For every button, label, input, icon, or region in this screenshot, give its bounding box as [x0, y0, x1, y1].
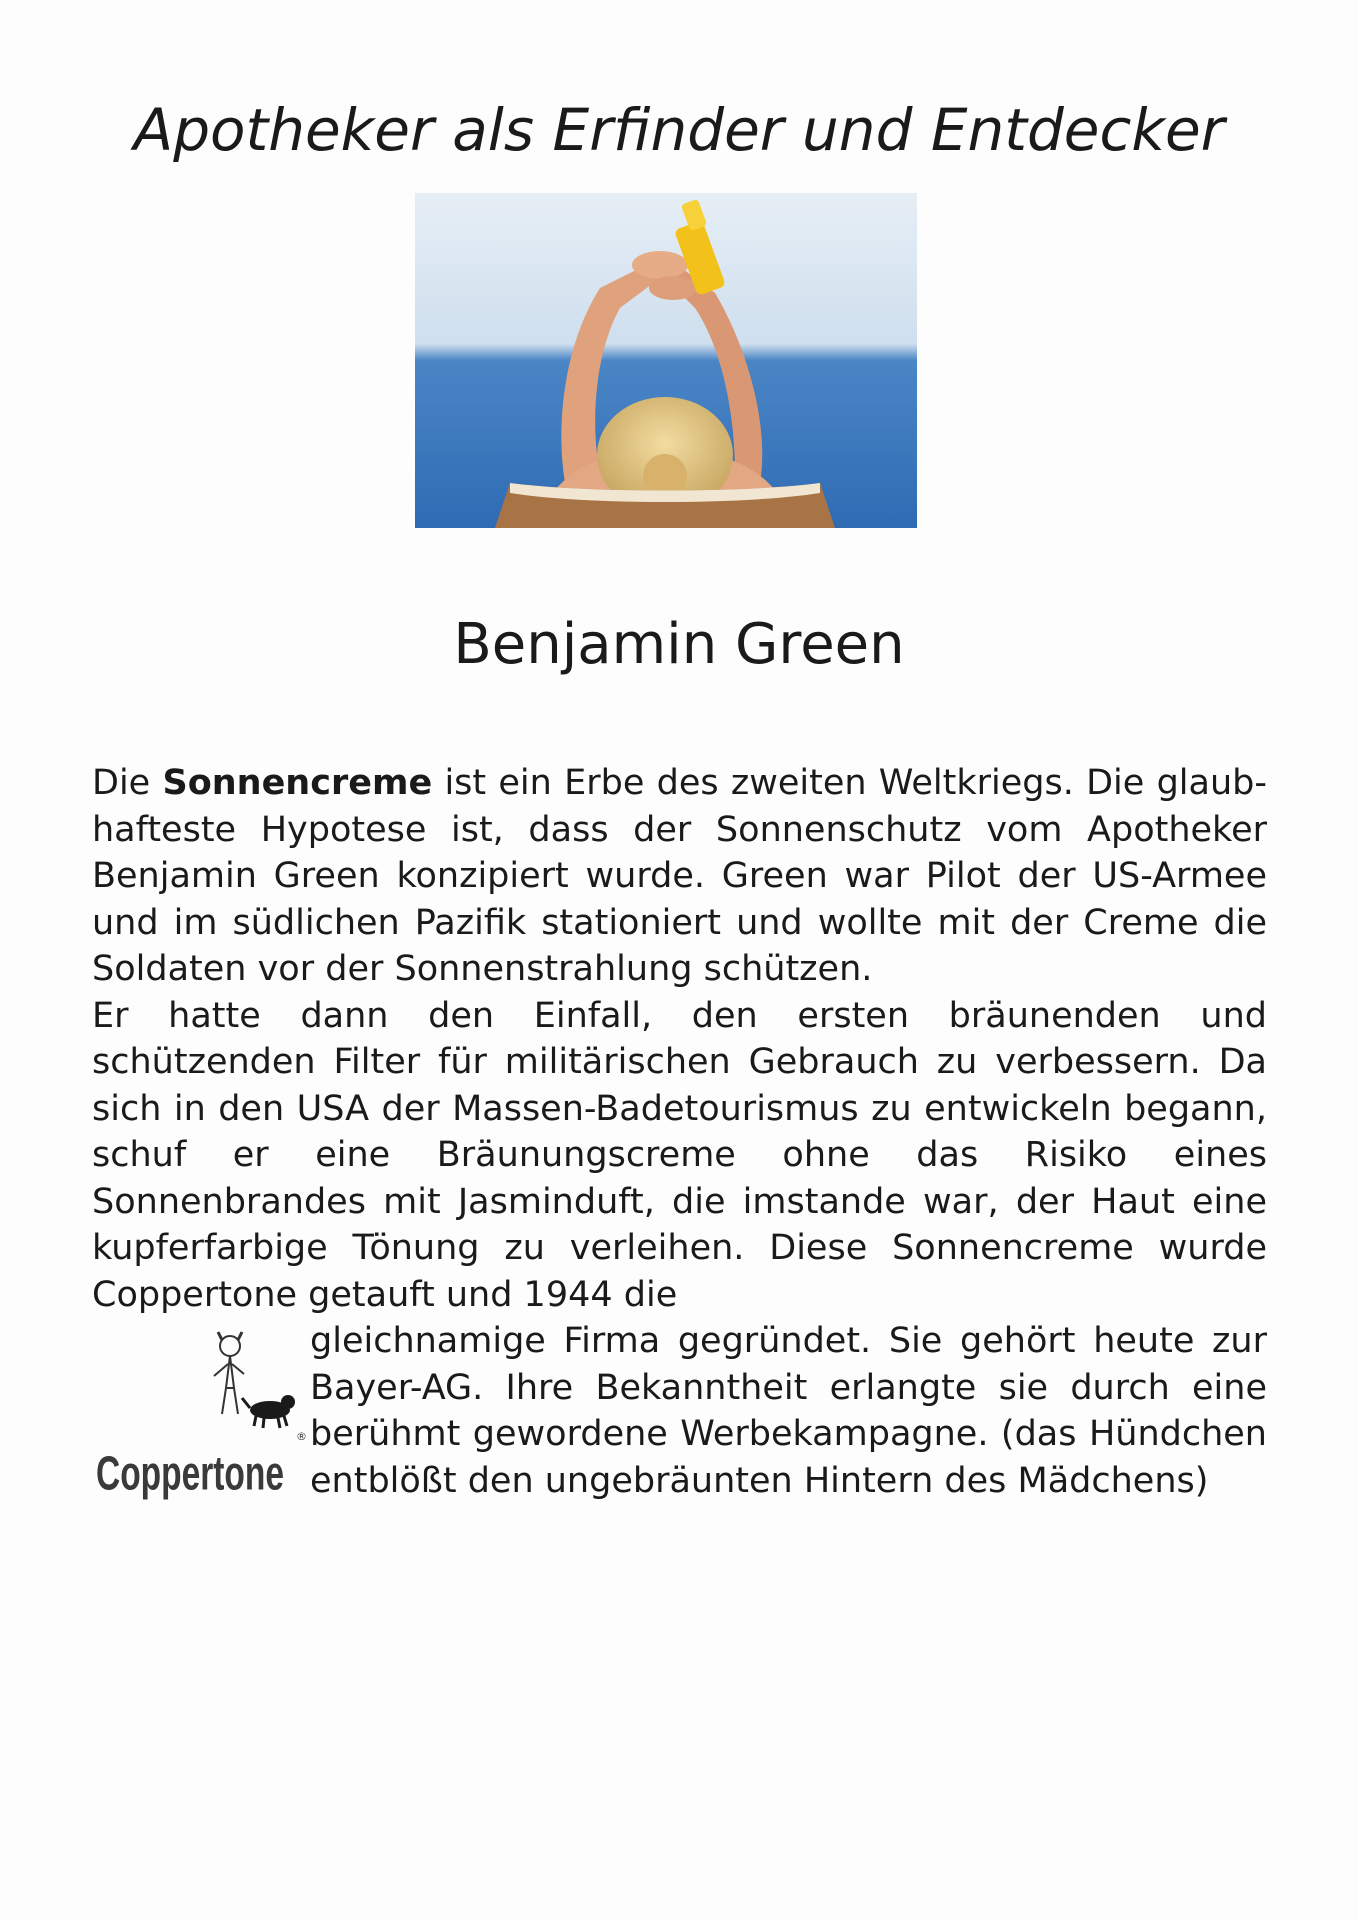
paragraph-1 [92, 760, 1267, 993]
person-name: Benjamin Green [453, 612, 905, 677]
page-title: Apotheker als Erfinder und Entdecker [133, 96, 1225, 164]
p1-rest: ist ein Erbe des zweiten Weltkriegs. Die glaubhafteste Hypotese ist, dass der Sonnenschutz vom Apotheker Benjamin Green konzipiert wurde. Green war Pilot der US-Armee und im südlichen Pazifik stationiert und wollte mit der Creme die Soldaten vor der Sonnenstrahlung schützen. [92, 763, 1267, 989]
sunscreen-beach-photo [415, 193, 917, 528]
logo-wordmark: Coppertone [96, 1445, 284, 1501]
article-body [92, 760, 1267, 1504]
p2-before-logo: Er hatte dann den Einfall, den ersten bräunenden und schützenden Filter für militärischen Gebrauch zu verbessern. Da sich in den USA der Massen-Badetourismus zu entwickeln begann, schuf er eine Bräunungscreme ohne das Risiko eines Sonnenbrandes mit Jasminduft, die imstande war, der Haut eine kupferfarbige Tönung zu verleihen. Diese Sonnencreme wurde Coppertone getauft und 1944 die [92, 995, 1267, 1315]
keyword-sonnencreme: Sonnencreme [162, 763, 433, 803]
p1-lead: Die [92, 763, 163, 803]
logo-mark: ® [296, 1430, 307, 1443]
coppertone-girl-dog-logo [92, 1318, 310, 1504]
p2-after-logo: gleichnamige Firma gegründet. Sie gehört heute zur Bayer-AG. Ihre Bekanntheit erlangte sie durch eine berühmt gewordene Werbekampagne. (das Hündchen entblößt den ungebräunten Hintern des Mädchens) [310, 1321, 1267, 1501]
coppertone-logo [0, 1318, 310, 1504]
paragraph-2 [92, 993, 1267, 1319]
